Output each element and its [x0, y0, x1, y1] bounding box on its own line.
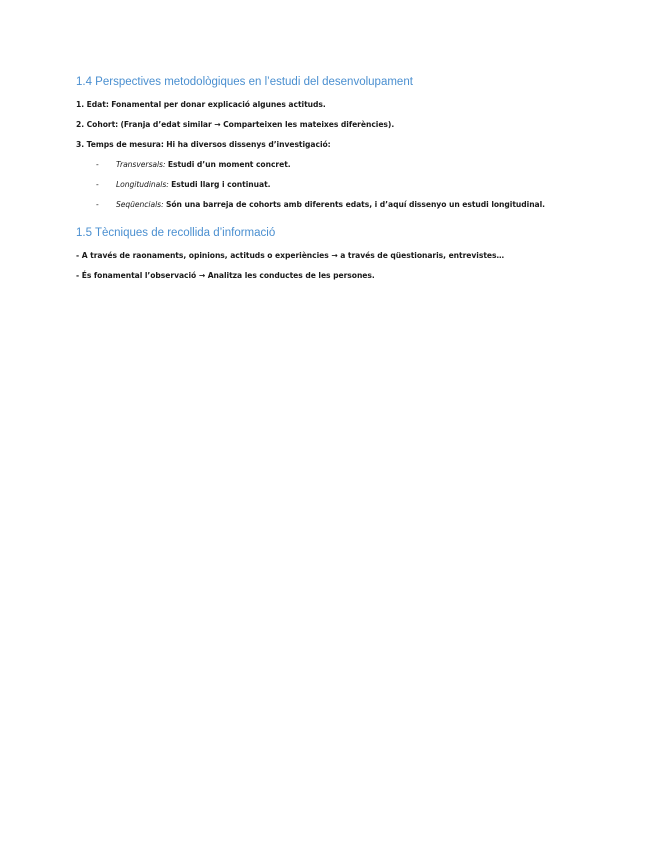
item-label: 2. Cohort:: [76, 120, 119, 129]
subitem-text: Estudi llarg i continuat.: [171, 180, 271, 189]
item-text: (Franja d’edat similar → Comparteixen les mateixes diferències).: [120, 120, 395, 129]
section-heading-tecniques: 1.5 Tècniques de recollida d’informació: [76, 227, 276, 239]
subitem-sequencials: [76, 195, 576, 215]
item-text: Fonamental per donar explicació algunes actituds.: [111, 100, 326, 109]
subitem-label: Seqüencials:: [116, 200, 164, 209]
subitem-text: Són una barreja de cohorts amb diferents edats, i d’aquí dissenyo un estudi longitudinal.: [165, 200, 546, 209]
dash-bullet: -: [96, 200, 99, 209]
item-text: Hi ha diversos dissenys d’investigació:: [166, 140, 331, 149]
subitem-label: Longitudinals:: [116, 180, 169, 189]
document-page: [76, 74, 576, 286]
paragraph-line: - És fonamental l’observació → Analitza les conductes de les persones.: [76, 271, 375, 280]
dash-bullet: -: [96, 160, 99, 169]
subitem-transversals: [76, 155, 576, 175]
subitem-longitudinals: [76, 175, 576, 195]
list-item-edat: [76, 95, 576, 115]
list-item-cohort: [76, 115, 576, 135]
item-label: 3. Temps de mesura:: [76, 140, 164, 149]
section-heading-perspectives: 1.4 Perspectives metodològiques en l’estudi del desenvolupament: [76, 76, 413, 88]
dash-bullet: -: [96, 180, 99, 189]
paragraph-line: - A través de raonaments, opinions, actituds o experiències → a través de qüestionaris, entrevistes…: [76, 251, 505, 260]
subitem-text: Estudi d’un moment concret.: [167, 160, 291, 169]
item-label: 1. Edat:: [76, 100, 109, 109]
list-item-temps: [76, 135, 576, 155]
subitem-label: Transversals:: [116, 160, 166, 169]
